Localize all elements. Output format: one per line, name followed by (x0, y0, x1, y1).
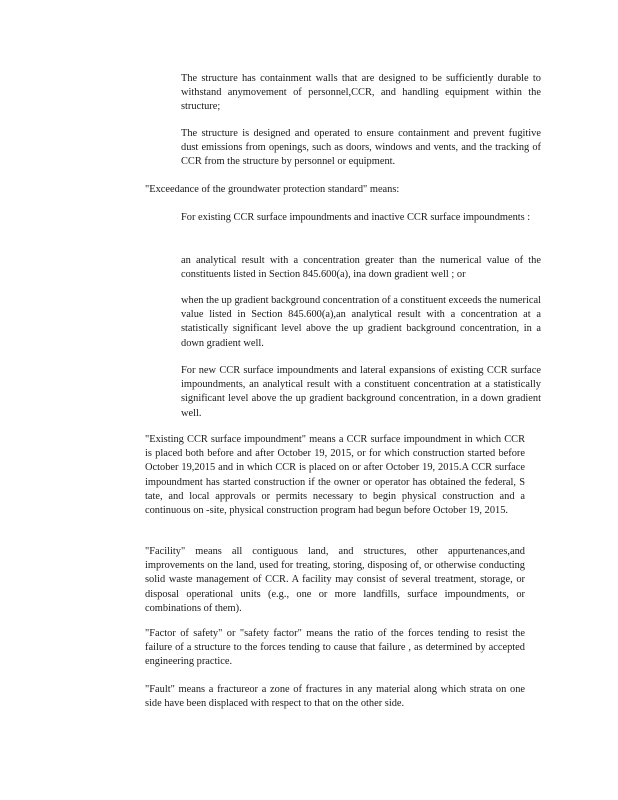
definition-facility: "Facility" means all contiguous land, and structures, other appurtenances,and improvements on the land, used for treating, storing, disposing of, or otherwise conducting solid waste management of CCR. A facility may consist of several treatment, storage, or disposal operational units (e.g., one or more landfills, surface impoundments, or combinations of them). (145, 546, 525, 614)
paragraph-containment-walls: The structure has containment walls that are designed to be sufficiently durable to withstand anymovement of personnel,CCR, and handling equipment within the structure; (181, 73, 541, 113)
paragraph-existing-impoundments: For existing CCR surface impoundments and inactive CCR surface impoundments : (181, 212, 531, 223)
definition-factor-of-safety: "Factor of safety" or "safety factor" means the ratio of the forces tending to resist the failure of a structure to the forces tending to cause that failure , as determined by accepted engineering practice. (145, 628, 525, 668)
definition-fault: "Fault" means a fractureor a zone of fractures in any material along which strata on one side have been displaced with respect to that on the other side. (145, 684, 525, 710)
paragraph-fugitive-dust: The structure is designed and operated to ensure containment and prevent fugitive dust emissions from openings, such as doors, windows and vents, and the tracking of CCR from the structure by personnel or equipment. (181, 128, 541, 168)
paragraph-new-impoundments: For new CCR surface impoundments and lateral expansions of existing CCR surface impoundments, an analytical result with a constituent concentration at a statistically significant level above the up gradient background concentration, in a down gradient well. (181, 365, 541, 419)
definition-existing-impoundment: "Existing CCR surface impoundment" means a CCR surface impoundment in which CCR is placed both before and after October 19, 2015, or for which construction started before October 19,2015 and in which CCR is placed on or after October 19, 2015.A CCR surface impoundment has started construction if the owner or operator has obtained the federal, S tate, and local approvals or permits necessary to begin physical construction and a continuous on -site, physical construction program had begun before October 19, 2015. (145, 434, 525, 517)
paragraph-up-gradient: when the up gradient background concentration of a constituent exceeds the numerical value listed in Section 845.600(a),an analytical result with a concentration at a statistically significant level above the up gradient background concentration, in a down gradient well. (181, 295, 541, 349)
definition-exceedance: "Exceedance of the groundwater protection standard" means: (145, 184, 400, 195)
paragraph-analytical-result: an analytical result with a concentration greater than the numerical value of the constituents listed in Section 845.600(a), ina down gradient well ; or (181, 255, 541, 281)
